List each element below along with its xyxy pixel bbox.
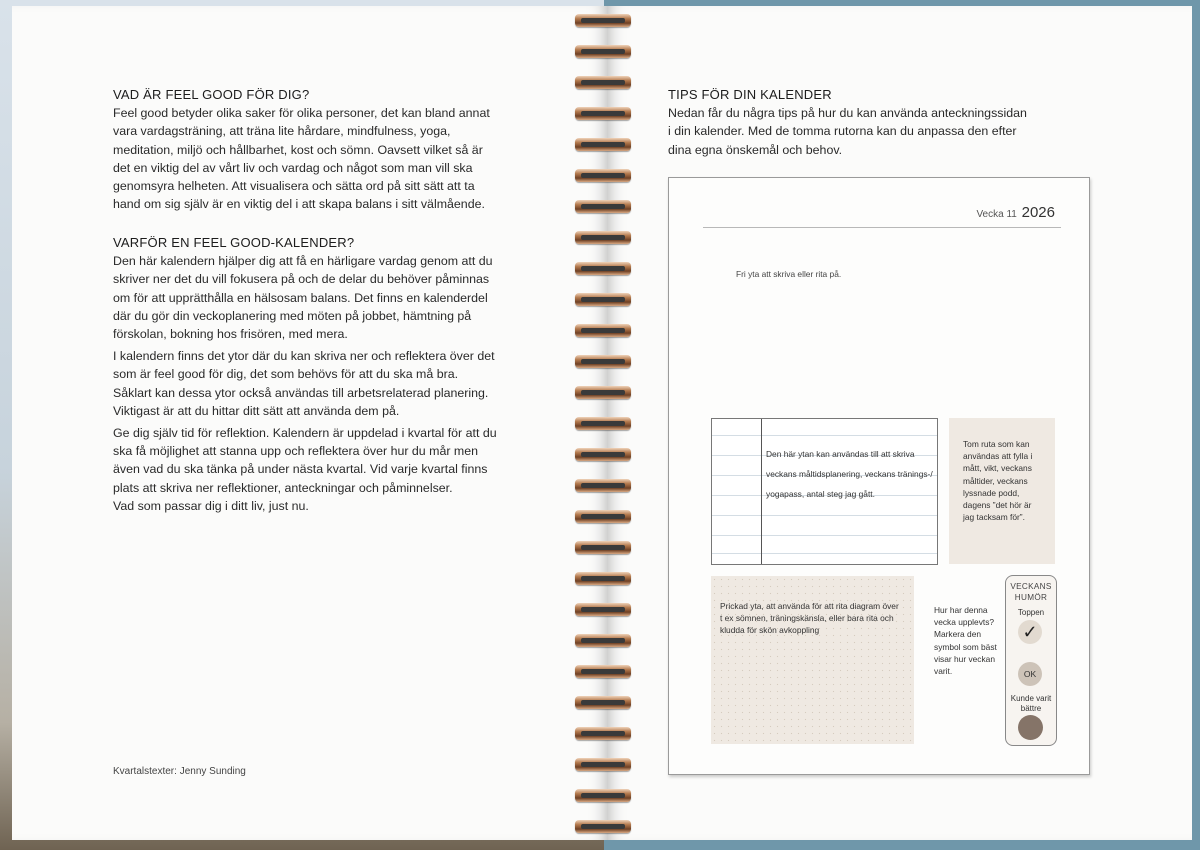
spiral-ring — [575, 231, 631, 244]
text-line: Såklart kan dessa ytor också användas till arbetsrelaterad planering. — [113, 385, 489, 400]
mood-top-label: Toppen — [1017, 608, 1045, 617]
spiral-ring — [575, 169, 631, 182]
spiral-ring — [575, 45, 631, 58]
section-feel-good — [113, 86, 503, 213]
text-line: skriver ner det du vill fokusera på och de delar du behöver påminnas — [113, 272, 490, 287]
paragraph-feel-good — [113, 104, 503, 213]
spiral-ring — [575, 789, 631, 802]
spiral-ring — [575, 510, 631, 523]
text-line: plats att skriva ner reflektioner, anteckningar och påminnelser. — [113, 480, 453, 495]
mood-title-line: HUMÖR — [1014, 592, 1048, 602]
spiral-ring — [575, 696, 631, 709]
text-line: som är feel good för dig, det som behövs för att du ska må bra. — [113, 367, 459, 382]
mood-worse-label — [1006, 694, 1056, 714]
text-line: genomsyra helheten. Att visualisera och sätta ord på sitt sätt att ta — [113, 179, 475, 194]
text-line: hand om sig själv är en viktig del i att skapa balans i sitt välmående. — [113, 197, 485, 212]
text-line: Vad som passar dig i ditt liv, just nu. — [113, 498, 309, 513]
mood-dark-circle — [1018, 715, 1043, 740]
credit-line: Kvartalstexter: Jenny Sunding — [113, 766, 246, 777]
margin-line — [761, 419, 762, 564]
spiral-ring — [575, 758, 631, 771]
ruled-line — [712, 535, 937, 536]
spiral-ring — [575, 448, 631, 461]
text-line: I kalendern finns det ytor där du kan skriva ner och reflektera över det — [113, 349, 495, 364]
spiral-ring — [575, 138, 631, 151]
section-tips — [668, 86, 1068, 159]
section-why-calendar — [113, 234, 503, 515]
spiral-ring — [575, 355, 631, 368]
week-label — [976, 204, 1055, 221]
dotted-box — [711, 576, 914, 744]
text-line: Den här kalendern hjälper dig att få en härligare vardag genom att du — [113, 254, 493, 269]
text-line: vara vardagsträning, att träna lite hårdare, mindfulness, yoga, — [113, 124, 451, 139]
text-line: Viktigast är att du hittar ditt sätt att använda dem på. — [113, 403, 400, 418]
week-number: Vecka 11 — [976, 209, 1017, 220]
text-line: om för att upprätthålla en hälsosam balans. Det finns en kalenderdel — [113, 290, 488, 305]
text-line: meditation, miljö och hållbarhet, kost och sömn. Oavsett vilket så är — [113, 142, 483, 157]
spiral-ring — [575, 76, 631, 89]
spiral-ring — [575, 107, 631, 120]
text-line: Ge dig själv tid för reflektion. Kalendern är uppdelad i kvartal för att du — [113, 426, 497, 441]
spiral-ring — [575, 820, 631, 833]
text-line: ska få möjlighet att stanna upp och reflektera över hur du mår men — [113, 444, 479, 459]
text-line: förskolan, bokning hos frisören, med mera. — [113, 327, 348, 342]
spiral-ring — [575, 603, 631, 616]
heading-why-calendar: VARFÖR EN FEEL GOOD-KALENDER? — [113, 235, 355, 250]
year-label: 2026 — [1021, 204, 1055, 221]
spiral-binding — [575, 14, 631, 834]
check-icon: ✓ — [1018, 620, 1042, 644]
spiral-ring — [575, 14, 631, 27]
spiral-ring — [575, 541, 631, 554]
spiral-ring — [575, 293, 631, 306]
spiral-ring — [575, 200, 631, 213]
mood-title-line: VECKANS — [1010, 582, 1052, 591]
lined-box — [711, 418, 938, 565]
text-line: det en viktig del av vårt liv och vardag och något som man vill ska — [113, 160, 473, 175]
text-line: även vad du ska tänka på under nästa kvartal. Vid varje kvartal finns — [113, 462, 488, 477]
paragraph-why-2 — [113, 347, 503, 420]
paragraph-why-1 — [113, 252, 503, 343]
heading-tips: TIPS FÖR DIN KALENDER — [668, 87, 832, 102]
calendar-sample-page — [668, 177, 1090, 775]
spiral-ring — [575, 417, 631, 430]
spiral-ring — [575, 634, 631, 647]
spiral-ring — [575, 324, 631, 337]
mood-tracker — [1005, 575, 1057, 746]
text-line: dina egna önskemål och behov. — [668, 142, 843, 157]
text-line: Nedan får du några tips på hur du kan använda anteckningssidan — [668, 106, 1027, 121]
beige-box-note: Tom ruta som kan användas att fylla i mått, vikt, veckans måltider, veckans lyssnade podd, dagens ”det hör är jag tacksam för”. — [963, 439, 1033, 523]
paragraph-why-3 — [113, 424, 503, 515]
free-area-note: Fri yta att skriva eller rita på. — [736, 269, 842, 279]
spiral-ring — [575, 727, 631, 740]
ruled-line — [712, 435, 937, 436]
spiral-ring — [575, 386, 631, 399]
mood-ok-circle: OK — [1018, 662, 1042, 686]
dotted-box-note: Prickad yta, att använda för att rita diagram över t ex sömnen, träningskänsla, eller bara rita och kludda för skön avkoppling — [720, 601, 899, 636]
ruled-line — [712, 515, 937, 516]
paragraph-tips — [668, 104, 1068, 159]
spiral-ring — [575, 479, 631, 492]
mood-title — [1006, 582, 1056, 603]
mood-worse-line: Kunde varit — [1010, 694, 1052, 703]
spiral-ring — [575, 262, 631, 275]
mood-question: Hur har denna vecka upplevts? Markera den symbol som bäst visar hur veckan varit. — [934, 605, 997, 677]
ruled-line — [712, 553, 937, 554]
text-line: i din kalender. Med de tomma rutorna kan du anpassa den efter — [668, 124, 1017, 139]
spiral-ring — [575, 665, 631, 678]
mood-worse-line: bättre — [1020, 704, 1042, 713]
spiral-ring — [575, 572, 631, 585]
heading-feel-good: VAD ÄR FEEL GOOD FÖR DIG? — [113, 87, 310, 102]
beige-box — [949, 418, 1055, 564]
text-line: där du gör din veckoplanering med möten på jobbet, hämtning på — [113, 308, 472, 323]
lined-box-note: Den här ytan kan användas till att skriva veckans måltidsplanering, veckans tränings-/ yogapass, antal steg jag gått. — [766, 449, 933, 499]
text-line: Feel good betyder olika saker för olika personer, det kan bland annat — [113, 106, 490, 121]
header-rule — [703, 227, 1061, 228]
